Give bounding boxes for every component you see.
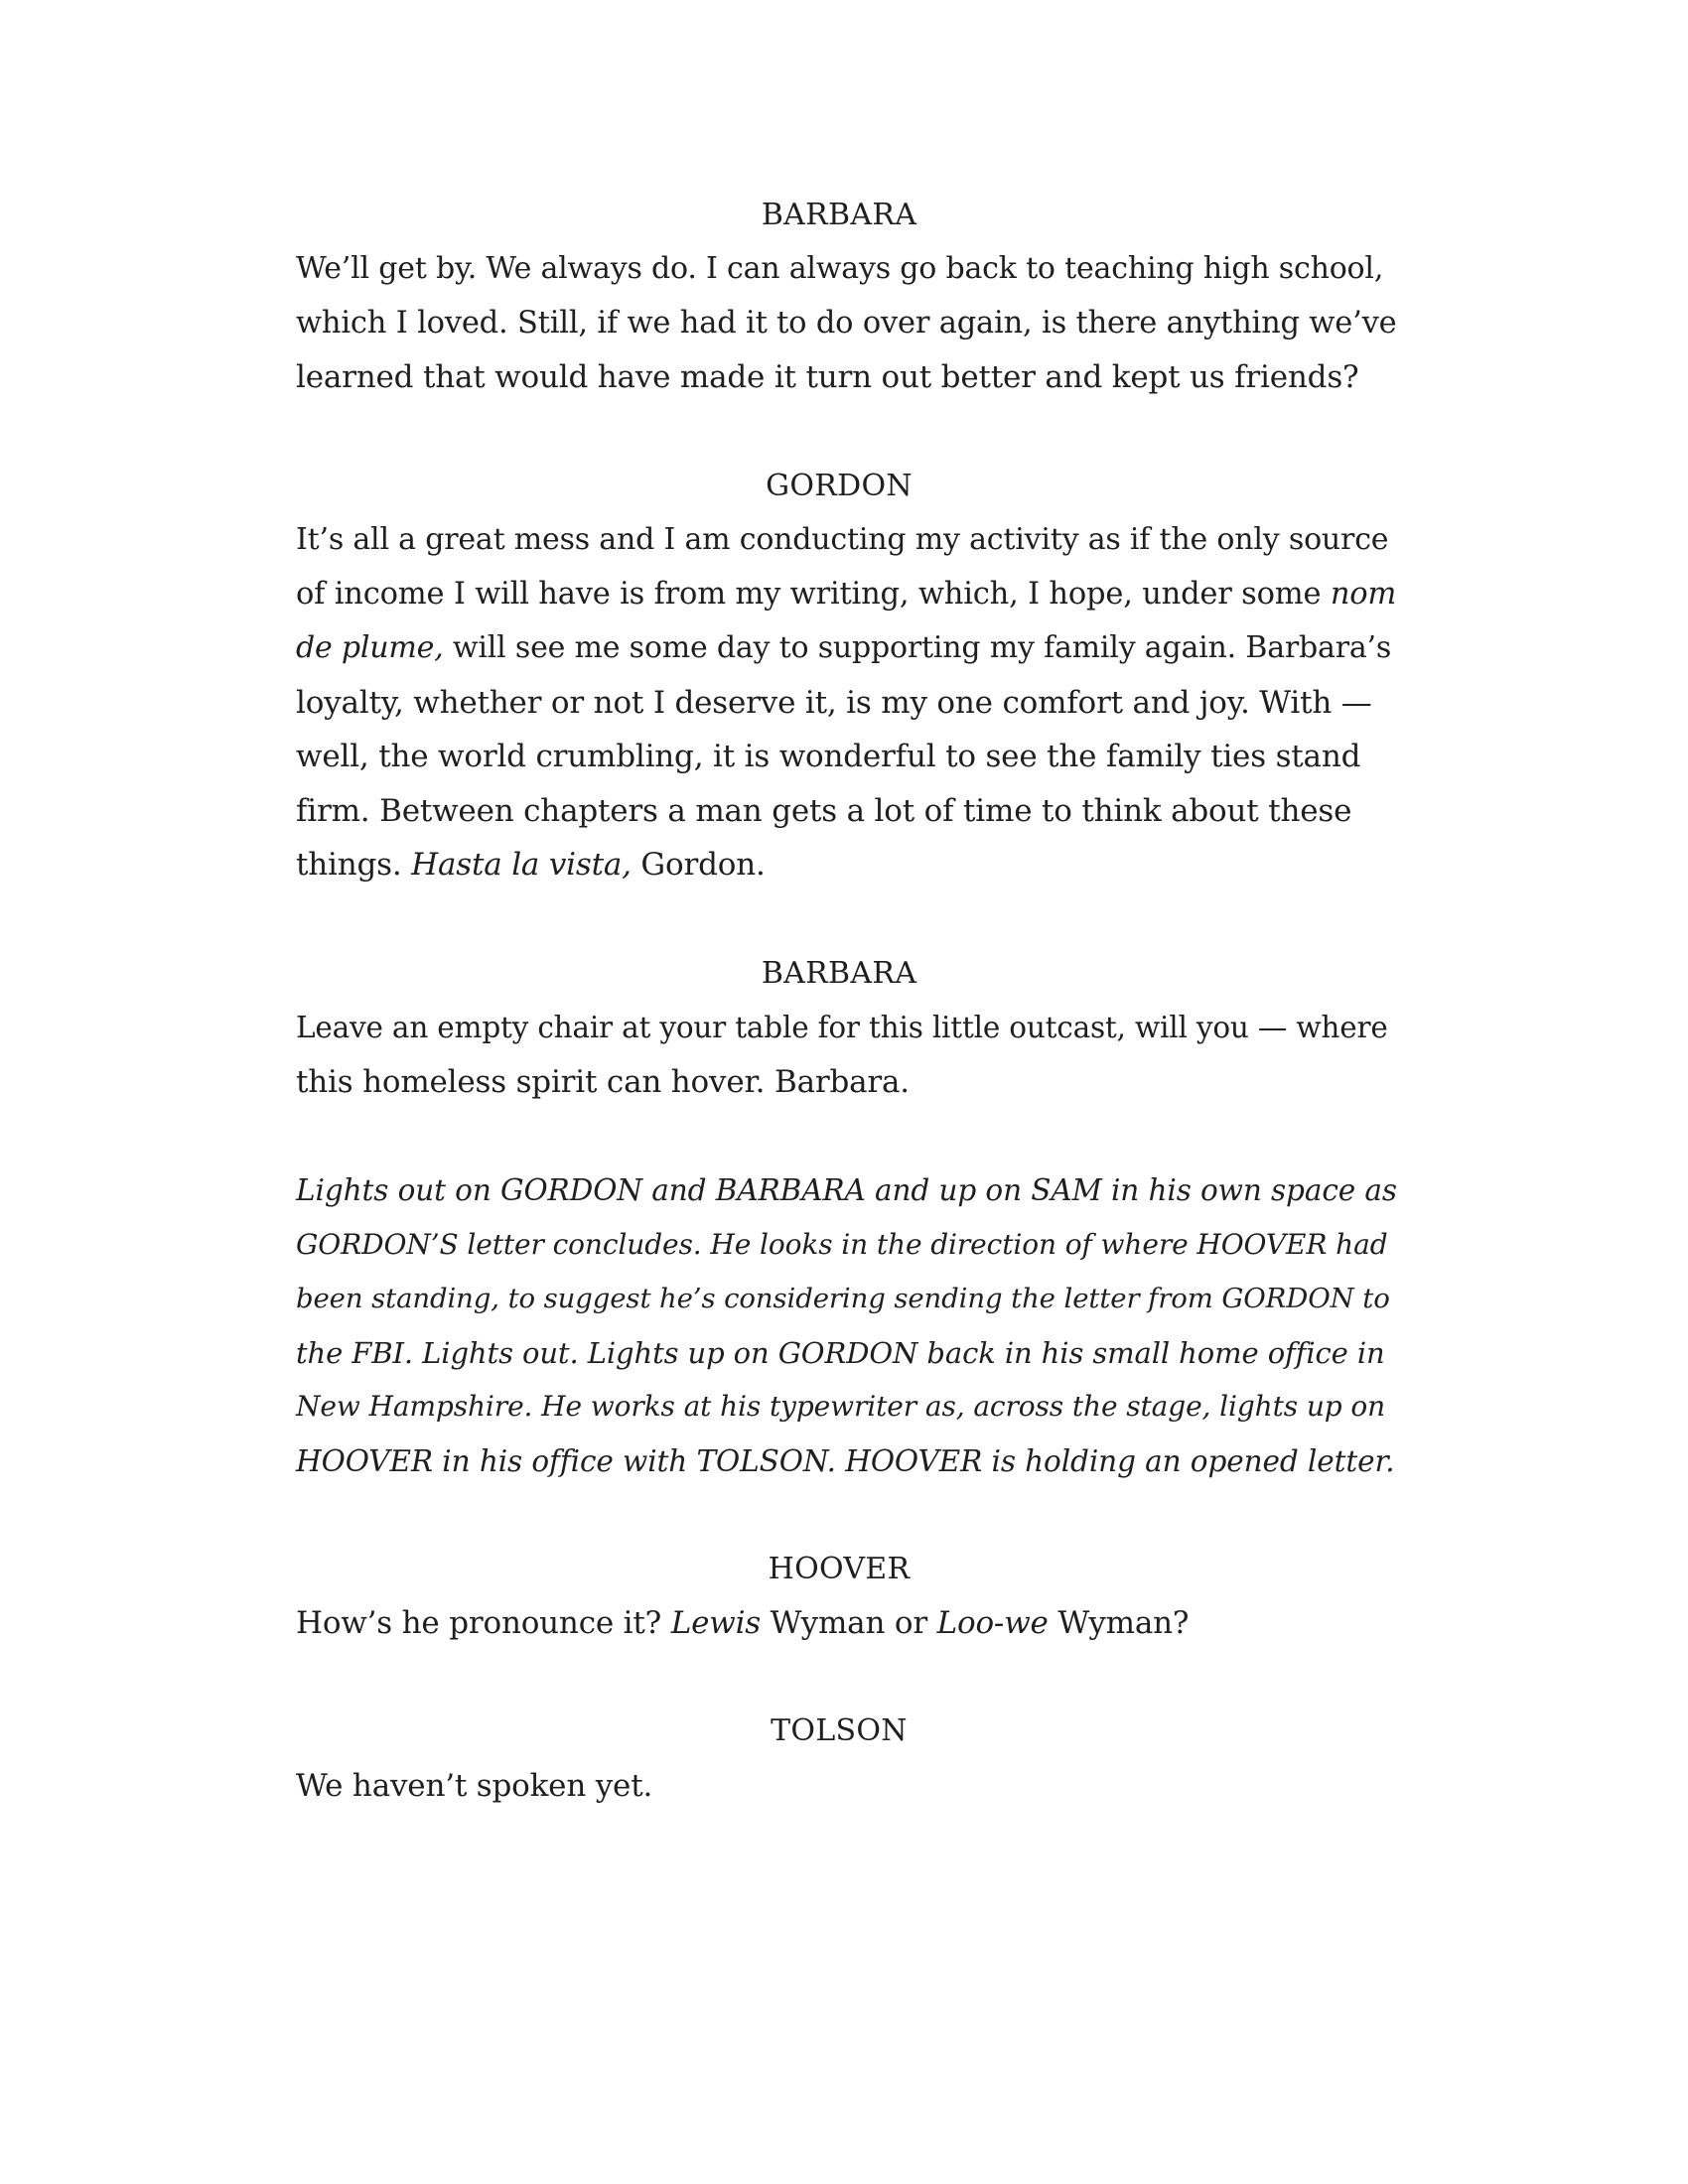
dialogue-line: of income I will have is from my writing, which, I hope, under some nom bbox=[296, 576, 1397, 612]
character-name-gordon: GORDON bbox=[766, 469, 913, 503]
dialogue-line: loyalty, whether or not I deserve it, is my one comfort and joy. With — bbox=[296, 684, 1372, 721]
dialogue-line: well, the world crumbling, it is wonderful to see the family ties stand bbox=[296, 739, 1361, 774]
dialogue-line: How’s he pronounce it? Lewis Wyman or Loo-we Wyman? bbox=[296, 1605, 1190, 1641]
stage-direction-line: New Hampshire. He works at his typewriter as, across the stage, lights up on bbox=[296, 1390, 1386, 1423]
stage-direction bbox=[296, 1163, 1398, 1488]
dialogue-line: de plume, will see me some day to supporting my family again. Barbara’s bbox=[296, 630, 1392, 665]
character-name-barbara: BARBARA bbox=[761, 198, 917, 232]
dialogue-line: which I loved. Still, if we had it to do over again, is there anything we’ve bbox=[296, 305, 1397, 341]
dialogue-barbara-2 bbox=[296, 1001, 1398, 1109]
stage-direction-line: HOOVER in his office with TOLSON. HOOVER is holding an opened letter. bbox=[296, 1443, 1395, 1478]
dialogue-line: things. Hasta la vista, Gordon. bbox=[296, 847, 766, 883]
dialogue-line: learned that would have made it turn out better and kept us friends? bbox=[296, 359, 1359, 395]
dialogue-line: Leave an empty chair at your table for this little outcast, will you — where bbox=[296, 1011, 1388, 1044]
dialogue-barbara-1 bbox=[296, 242, 1398, 405]
dialogue-line: this homeless spirit can hover. Barbara. bbox=[296, 1063, 910, 1100]
dialogue-line: It’s all a great mess and I am conducting my activity as if the only source bbox=[296, 522, 1389, 557]
character-name-hoover: HOOVER bbox=[768, 1552, 911, 1586]
stage-direction-line: Lights out on GORDON and BARBARA and up on SAM in his own space as bbox=[296, 1173, 1397, 1207]
dialogue-line: We haven’t spoken yet. bbox=[296, 1768, 653, 1804]
stage-direction-line: GORDON’S letter concludes. He looks in the direction of where HOOVER had bbox=[296, 1227, 1388, 1261]
character-name-barbara: BARBARA bbox=[761, 956, 917, 991]
dialogue-tolson bbox=[296, 1759, 1398, 1814]
stage-direction-line: the FBI. Lights out. Lights up on GORDON back in his small home office in bbox=[296, 1335, 1385, 1370]
dialogue-line: We’ll get by. We always do. I can always go back to teaching high school, bbox=[296, 251, 1384, 286]
stage-direction-line: been standing, to suggest he’s considering sending the letter from GORDON to bbox=[296, 1283, 1390, 1314]
dialogue-hoover bbox=[296, 1596, 1398, 1651]
dialogue-line: firm. Between chapters a man gets a lot of time to think about these bbox=[296, 792, 1352, 829]
character-name-tolson: TOLSON bbox=[771, 1713, 908, 1748]
dialogue-gordon bbox=[296, 513, 1398, 892]
